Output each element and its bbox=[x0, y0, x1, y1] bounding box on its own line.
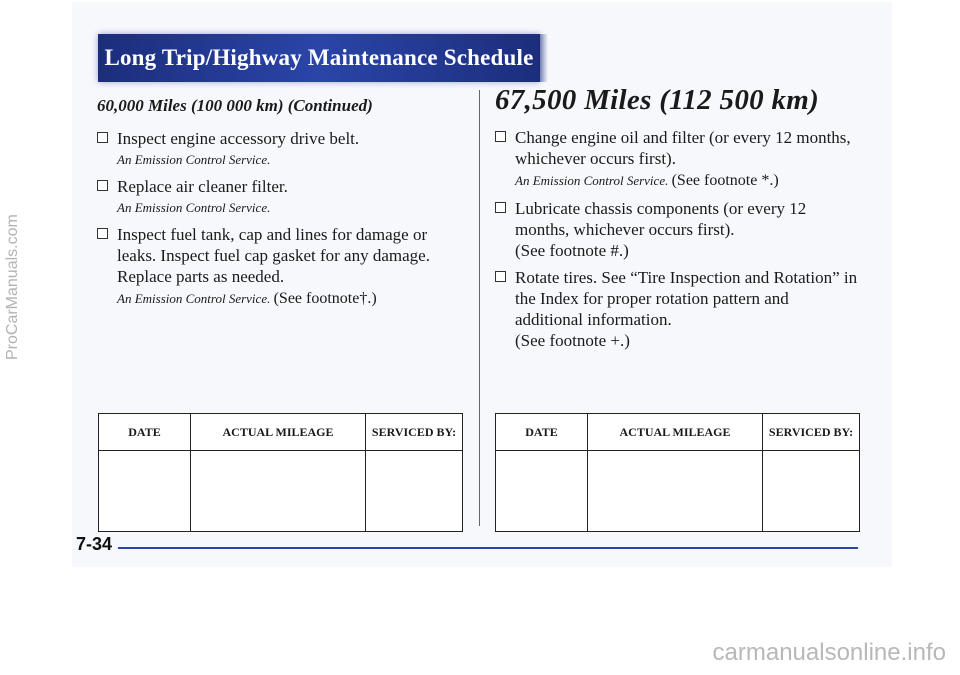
service-log-table-right bbox=[495, 413, 860, 532]
serviced-by-cell[interactable] bbox=[763, 451, 860, 532]
column-header-date: DATE bbox=[496, 414, 588, 451]
item-note: An Emission Control Service. bbox=[117, 200, 271, 215]
footer-rule bbox=[118, 547, 858, 549]
column-header-date: DATE bbox=[99, 414, 191, 451]
date-cell[interactable] bbox=[496, 451, 588, 532]
watermark-bottom: carmanualsonline.info bbox=[712, 639, 946, 666]
right-section-title: 67,500 Miles (112 500 km) bbox=[495, 84, 820, 116]
mileage-cell[interactable] bbox=[588, 451, 763, 532]
footnote-ref: (See footnote #.) bbox=[515, 241, 629, 260]
checkbox-icon[interactable] bbox=[495, 271, 506, 282]
checkbox-icon[interactable] bbox=[97, 228, 108, 239]
column-header-serviced-by: SERVICED BY: bbox=[366, 414, 463, 451]
serviced-by-cell[interactable] bbox=[366, 451, 463, 532]
left-section-title: 60,000 Miles (100 000 km) (Continued) bbox=[97, 96, 373, 115]
column-header-serviced-by: SERVICED BY: bbox=[763, 414, 860, 451]
checklist-item: Inspect fuel tank, cap and lines for damage or leaks. Inspect fuel cap gasket for any damage. Replace parts as needed. bbox=[97, 224, 465, 287]
checklist-item: Replace air cleaner filter. bbox=[97, 176, 465, 197]
column-header-mileage: ACTUAL MILEAGE bbox=[191, 414, 366, 451]
date-cell[interactable] bbox=[99, 451, 191, 532]
column-divider bbox=[479, 90, 480, 526]
page-number: 7-34 bbox=[76, 534, 116, 555]
watermark-side: ProCarManuals.com bbox=[4, 214, 21, 360]
checklist-item: Lubricate chassis components (or every 12 months, whichever occurs first). (See footnote #.) bbox=[495, 198, 860, 261]
item-note: An Emission Control Service. (See footnote *.) bbox=[515, 172, 779, 189]
checkbox-icon[interactable] bbox=[495, 131, 506, 142]
column-header-mileage: ACTUAL MILEAGE bbox=[588, 414, 763, 451]
service-log-table-left bbox=[98, 413, 463, 532]
checklist-item: Change engine oil and filter (or every 12 months, whichever occurs first). bbox=[495, 127, 860, 169]
page-title: Long Trip/Highway Maintenance Schedule bbox=[98, 34, 540, 82]
checkbox-icon[interactable] bbox=[495, 202, 506, 213]
checkbox-icon[interactable] bbox=[97, 132, 108, 143]
item-note: An Emission Control Service. (See footnote†.) bbox=[117, 290, 377, 307]
checkbox-icon[interactable] bbox=[97, 180, 108, 191]
footnote-ref: (See footnote *.) bbox=[671, 172, 779, 189]
checklist-item: Rotate tires. See “Tire Inspection and Rotation” in the Index for proper rotation pattern and additional information. (See footnote +.) bbox=[495, 267, 860, 351]
item-note: An Emission Control Service. bbox=[117, 152, 271, 167]
right-column bbox=[495, 84, 860, 354]
left-column bbox=[97, 90, 465, 316]
mileage-cell[interactable] bbox=[191, 451, 366, 532]
footnote-ref: (See footnote†.) bbox=[273, 290, 377, 307]
checklist-item: Inspect engine accessory drive belt. bbox=[97, 128, 465, 149]
footnote-ref: (See footnote +.) bbox=[515, 331, 630, 350]
